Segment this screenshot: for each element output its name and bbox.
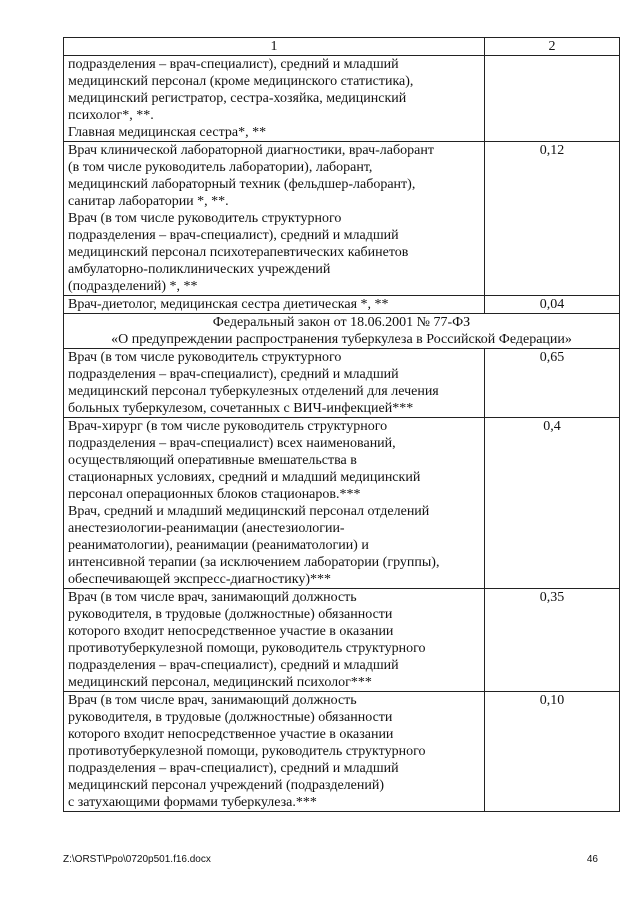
description-line: реаниматологии), реанимации (реаниматологии) и [68, 538, 369, 553]
description-line: Врач (в том числе руководитель структурного [68, 211, 342, 226]
description-line: Врач (в том числе врач, занимающий должность [68, 590, 357, 605]
description-line: Врач-диетолог, медицинская сестра диетическая *, ** [68, 297, 389, 312]
position-description-cell [64, 296, 485, 314]
description-line: медицинский персонал учреждений (подразделений) [68, 778, 384, 793]
table-row [64, 296, 620, 314]
coefficient-cell: 0,4 [485, 418, 620, 589]
coefficient-cell: 0,04 [485, 296, 620, 314]
description-line: подразделения – врач-специалист), средний и младший [68, 761, 399, 776]
description-line: противотуберкулезной помощи, руководитель структурного [68, 641, 426, 656]
description-line: (подразделений) *, ** [68, 279, 198, 294]
table-row [64, 589, 620, 692]
description-line: медицинский регистратор, сестра-хозяйка, медицинский [68, 91, 407, 106]
description-line: Врач-хирург (в том числе руководитель структурного [68, 419, 388, 434]
description-line: руководителя, в трудовые (должностные) обязанности [68, 710, 393, 725]
description-line: обеспечивающей экспресс-диагностику)*** [68, 572, 332, 587]
description-line: персонал операционных блоков стационаров.*** [68, 487, 361, 502]
description-line: интенсивной терапии (за исключением лаборатории (группы), [68, 555, 440, 570]
description-line: подразделения – врач-специалист), средний и младший [68, 367, 399, 382]
document-table [63, 37, 620, 812]
table-row [64, 56, 620, 142]
coefficient-cell: 0,10 [485, 692, 620, 812]
position-description-cell [64, 692, 485, 812]
description-line: которого входит непосредственное участие в оказании [68, 624, 394, 639]
table-row [64, 418, 620, 589]
description-line: с затухающими формами туберкулеза.*** [68, 795, 317, 810]
description-line: амбулаторно-поликлинических учреждений [68, 262, 331, 277]
description-line: подразделения – врач-специалист) всех наименований, [68, 436, 396, 451]
description-line: больных туберкулезом, сочетанных с ВИЧ-инфекцией*** [68, 401, 414, 416]
description-line: Врач (в том числе руководитель структурного [68, 350, 342, 365]
description-line: психолог*, **. [68, 108, 154, 123]
description-line: медицинский лабораторный техник (фельдшер-лаборант), [68, 177, 416, 192]
footer-page-number: 46 [586, 854, 598, 865]
description-line: подразделения – врач-специалист), средний и младший [68, 57, 399, 72]
description-line: Врач клинической лабораторной диагностики, врач-лаборант [68, 143, 434, 158]
description-line: противотуберкулезной помощи, руководитель структурного [68, 744, 426, 759]
section-title-line: Федеральный закон от 18.06.2001 № 77-ФЗ [212, 315, 471, 330]
description-line: руководителя, в трудовые (должностные) обязанности [68, 607, 393, 622]
section-title-line: «О предупреждении распространения туберкулеза в Российской Федерации» [111, 332, 572, 347]
description-line: Главная медицинская сестра*, ** [68, 125, 267, 140]
coefficient-cell: 0,65 [485, 349, 620, 418]
position-description-cell [64, 349, 485, 418]
section-header-row [64, 314, 620, 349]
table-row [64, 142, 620, 296]
table-row [64, 692, 620, 812]
position-description-cell [64, 418, 485, 589]
position-description-cell [64, 589, 485, 692]
table-header-row [64, 38, 620, 56]
description-line: которого входит непосредственное участие в оказании [68, 727, 394, 742]
coefficient-cell: 0,35 [485, 589, 620, 692]
description-line: санитар лаборатории *, **. [68, 194, 229, 209]
law-section-title [64, 314, 620, 349]
description-line: медицинский персонал психотерапевтических кабинетов [68, 245, 409, 260]
description-line: подразделения – врач-специалист), средний и младший [68, 228, 399, 243]
description-line: Врач, средний и младший медицинский персонал отделений [68, 504, 430, 519]
description-line: стационарных условиях, средний и младший медицинский [68, 470, 421, 485]
column-header-1: 1 [64, 38, 485, 56]
description-line: (в том числе руководитель лаборатории), лаборант, [68, 160, 373, 175]
description-line: медицинский персонал (кроме медицинского статистика), [68, 74, 414, 89]
description-line: подразделения – врач-специалист), средний и младший [68, 658, 399, 673]
coefficient-cell: 0,12 [485, 142, 620, 296]
description-line: анестезиологии-реанимации (анестезиологии- [68, 521, 345, 536]
description-line: медицинский персонал, медицинский психолог*** [68, 675, 372, 690]
position-description-cell [64, 56, 485, 142]
footer-file-path: Z:\ORST\Ppo\0720p501.f16.docx [63, 854, 211, 865]
column-header-2: 2 [485, 38, 620, 56]
position-description-cell [64, 142, 485, 296]
description-line: Врач (в том числе врач, занимающий должность [68, 693, 357, 708]
description-line: медицинский персонал туберкулезных отделений для лечения [68, 384, 439, 399]
description-line: осуществляющий оперативные вмешательства в [68, 453, 357, 468]
coefficient-cell [485, 56, 620, 142]
table-row [64, 349, 620, 418]
